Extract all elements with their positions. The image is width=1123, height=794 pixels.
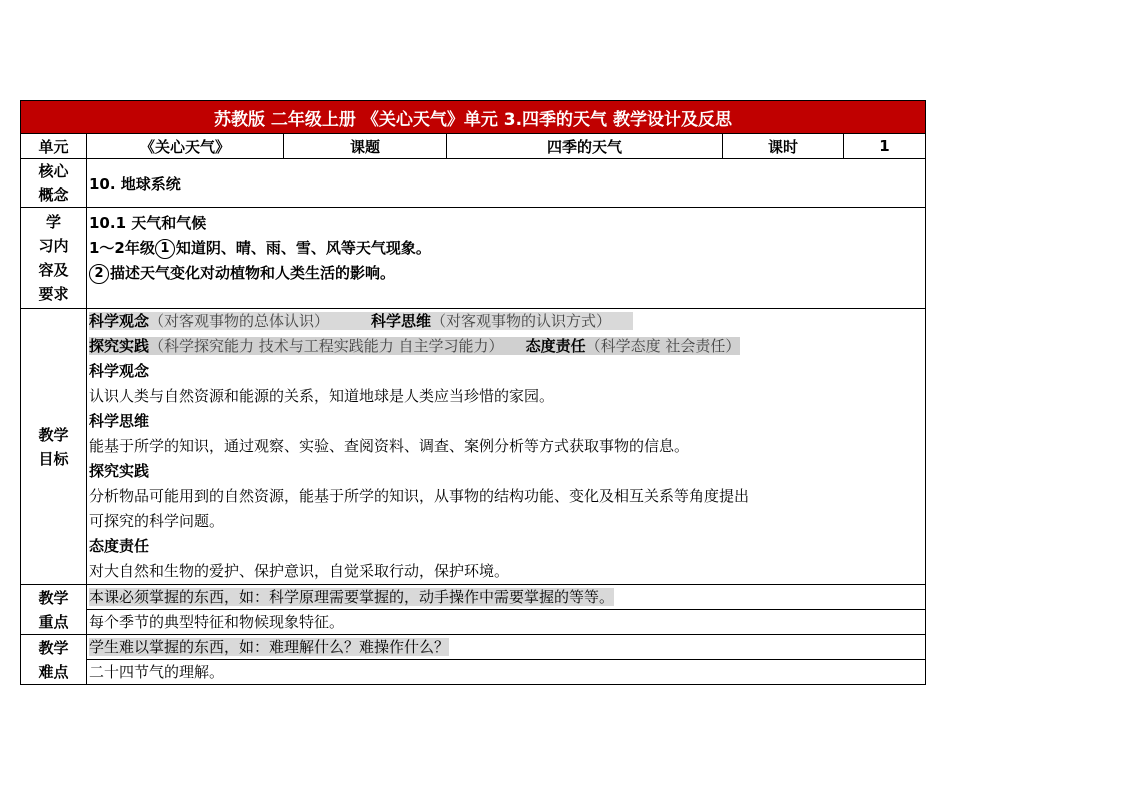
row-divider [21, 207, 925, 208]
objective-text: 可探究的科学问题。 [89, 512, 225, 530]
key-points-value: 每个季节的典型特征和物候现象特征。 [89, 613, 345, 631]
period-value: 1 [879, 137, 890, 155]
objective-text: 能基于所学的知识，通过观察、实验、查阅资料、调查、案例分析等方式获取事物的信息。 [89, 437, 690, 455]
objective-heading: 态度责任 [89, 537, 150, 555]
objective-summary-highlight: 探究实践（科学探究能力 技术与工程实践能力 自主学习能力） 态度责任（科学态度 社会责任） [89, 337, 741, 355]
lesson-plan-table [20, 100, 926, 685]
objective-text: 对大自然和生物的爱护、保护意识，自觉采取行动，保护环境。 [89, 562, 510, 580]
objective-heading: 科学思维 [89, 412, 150, 430]
key-points-content [89, 585, 614, 635]
circled-number-marker: 1 [155, 239, 175, 259]
learning-requirements-content: 10.1 天气和气候 1～2年级 1 知道阴、晴、雨、雪、风等天气现象。 2 描述天气变化对动植物和人类生活的影响。 [89, 214, 431, 282]
teaching-objectives-label: 教学 目标 [38, 425, 69, 468]
core-concept-value: 10. 地球系统 [89, 175, 181, 193]
column-divider [86, 133, 87, 685]
objective-text: 认识人类与自然资源和能源的关系，知道地球是人类应当珍惜的家园。 [89, 387, 555, 405]
learning-requirements-label: 学 习内 容及 要求 [38, 213, 69, 303]
unit-value: 《关心天气》 [139, 137, 230, 156]
topic-value: 四季的天气 [546, 137, 622, 156]
teaching-objectives-content [89, 309, 749, 584]
objective-heading: 探究实践 [89, 462, 150, 480]
difficulties-label: 教学 难点 [38, 639, 69, 681]
period-label: 课时 [767, 137, 798, 156]
unit-label: 单元 [38, 137, 69, 156]
difficulties-hint: 学生难以掌握的东西，如：难理解什么？难操作什么？ [89, 638, 450, 656]
circled-number-marker: 2 [89, 264, 109, 284]
topic-label: 课题 [349, 137, 380, 156]
objective-text: 分析物品可能用到的自然资源，能基于所学的知识，从事物的结构功能、变化及相互关系等角度提出 [89, 487, 750, 505]
key-points-hint: 本课必须掌握的东西，如：科学原理需要掌握的，动手操作中需要掌握的等等。 [89, 588, 615, 606]
core-concept-label: 核心 概念 [38, 162, 69, 204]
row-divider [21, 158, 925, 159]
document-title: 苏教版 二年级上册 《关心天气》单元 3.四季的天气 教学设计及反思 [21, 101, 925, 133]
difficulties-content [89, 635, 449, 685]
objective-heading: 科学观念 [89, 362, 150, 380]
difficulties-value: 二十四节气的理解。 [89, 663, 225, 681]
objective-summary-highlight: 科学观念（对客观事物的总体认识） 科学思维（对客观事物的认识方式） [89, 312, 633, 330]
key-points-label: 教学 重点 [38, 588, 69, 631]
